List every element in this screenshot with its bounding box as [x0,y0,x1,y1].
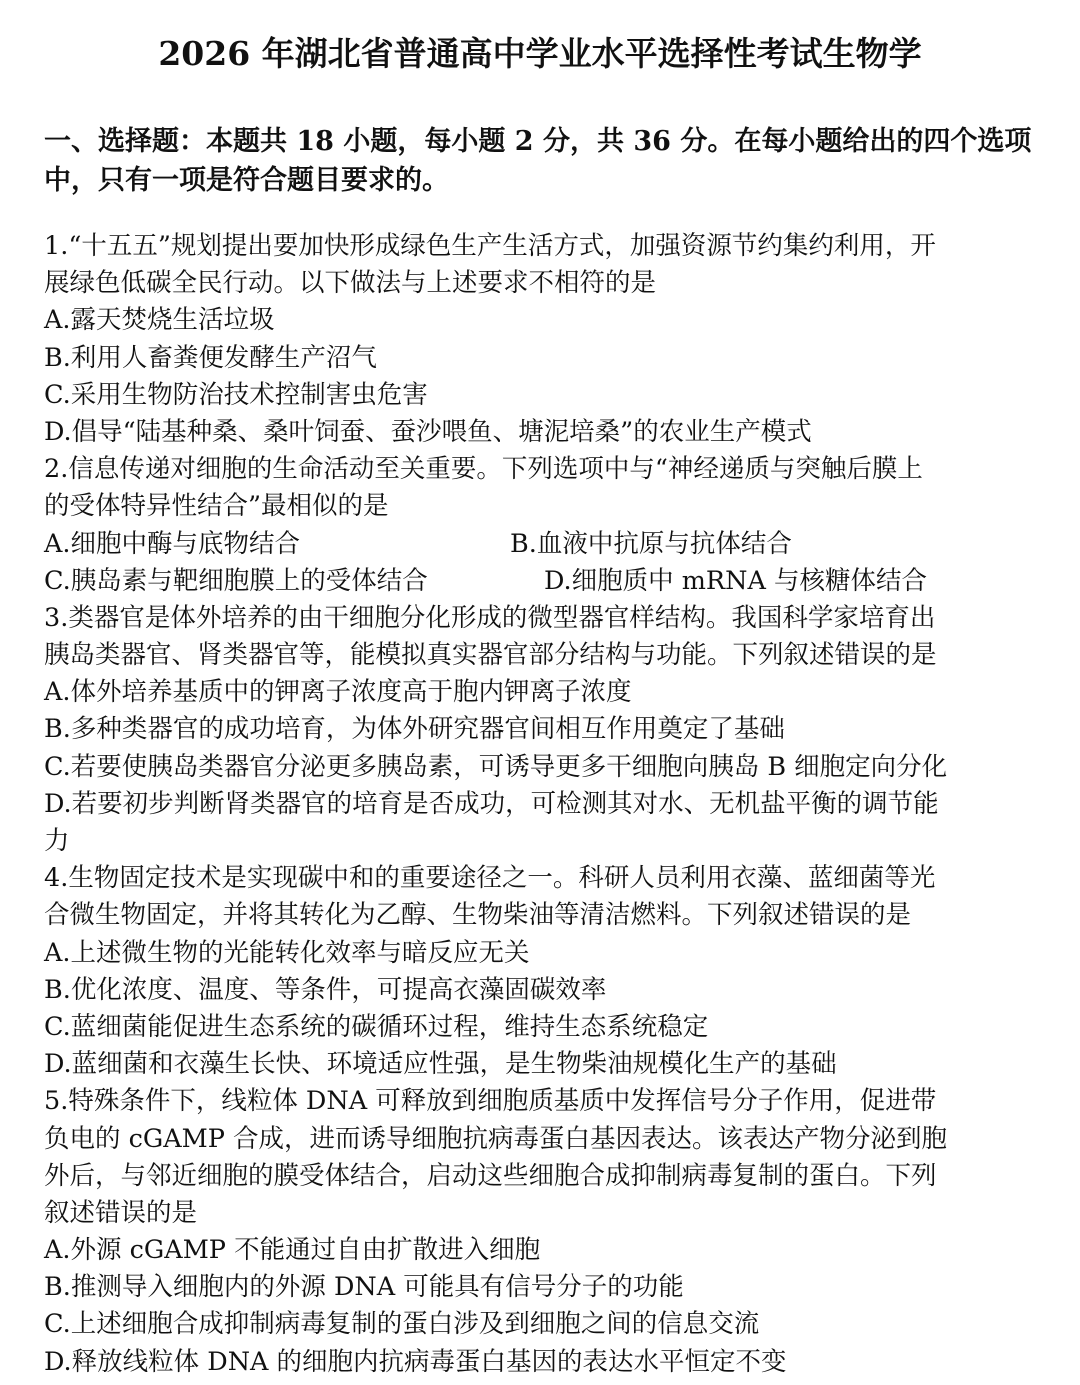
option-b: B.优化浓度、温度、等条件，可提高衣藻固碳效率 [44,974,607,1005]
question-stem-line: 3.类器官是体外培养的由干细胞分化形成的微型器官样结构。我国科学家培育出 [44,602,936,633]
question-stem-line: 2.信息传递对细胞的生命活动至关重要。下列选项中与“神经递质与突触后膜上 [44,454,923,485]
option-d: D.细胞质中 mRNA 与核糖体结合 [544,565,927,596]
section-heading-line: 中，只有一项是符合题目要求的。 [44,165,449,196]
question-stem-line: 1.“十五五”规划提出要加快形成绿色生产生活方式，加强资源节约集约利用，开 [44,231,936,261]
option-d-continued: 力 [44,826,70,856]
option-a: A.细胞中酶与底物结合 [44,528,301,559]
option-c: C.胰岛素与靶细胞膜上的受体结合 [44,565,428,596]
option-b: B.利用人畜粪便发酵生产沼气 [44,342,377,373]
question-3 [44,600,1040,860]
question-stem-line: 外后，与邻近细胞的膜受体结合，启动这些细胞合成抑制病毒复制的蛋白。下列 [44,1160,937,1191]
question-stem-line: 胰岛类器官、肾类器官等，能模拟真实器官部分结构与功能。下列叙述错误的是 [44,640,937,671]
option-b: B.推测导入细胞内的外源 DNA 可能具有信号分子的功能 [44,1272,684,1303]
option-d: D.释放线粒体 DNA 的细胞内抗病毒蛋白基因的表达水平恒定不变 [44,1346,787,1377]
option-b: B.多种类器官的成功培育，为体外研究器官间相互作用奠定了基础 [44,714,785,745]
option-d: D.若要初步判断肾类器官的培育是否成功，可检测其对水、无机盐平衡的调节能 [44,788,939,819]
question-stem-line: 的受体特异性结合”最相似的是 [44,491,389,522]
option-b: B.血液中抗原与抗体结合 [510,528,792,559]
option-d: D.蓝细菌和衣藻生长快、环境适应性强，是生物柴油规模化生产的基础 [44,1049,837,1080]
option-c: C.采用生物防治技术控制害虫危害 [44,379,428,410]
question-4 [44,860,1040,1083]
option-row [44,563,1040,600]
question-stem-line: 负电的 cGAMP 合成，进而诱导细胞抗病毒蛋白基因表达。该表达产物分泌到胞 [44,1123,948,1154]
option-a: A.体外培养基质中的钾离子浓度高于胞内钾离子浓度 [44,677,632,708]
section-heading [44,122,1044,200]
option-row [44,526,1040,563]
question-2 [44,451,1040,600]
option-d: D.倡导“陆基种桑、桑叶饲蚕、蚕沙喂鱼、塘泥培桑”的农业生产模式 [44,416,812,447]
option-a: A.上述微生物的光能转化效率与暗反应无关 [44,937,530,968]
option-c: C.上述细胞合成抑制病毒复制的蛋白涉及到细胞之间的信息交流 [44,1309,760,1340]
page-title: 2026 年湖北省普通高中学业水平选择性考试生物学 [158,34,922,73]
option-a: A.露天焚烧生活垃圾 [44,305,275,336]
question-stem-line: 4.生物固定技术是实现碳中和的重要途径之一。科研人员利用衣藻、蓝细菌等光 [44,863,936,894]
option-c: C.若要使胰岛类器官分泌更多胰岛素，可诱导更多干细胞向胰岛 B 细胞定向分化 [44,751,948,782]
section-heading-line: 一、选择题：本题共 18 小题，每小题 2 分，共 36 分。在每小题给出的四个选项 [44,126,1032,157]
option-a: A.外源 cGAMP 不能通过自由扩散进入细胞 [44,1235,541,1266]
question-list [44,228,1040,1381]
question-stem-line: 叙述错误的是 [44,1197,198,1228]
question-stem-line: 合微生物固定，并将其转化为乙醇、生物柴油等清洁燃料。下列叙述错误的是 [44,900,912,931]
question-5 [44,1083,1040,1381]
question-1 [44,228,1040,451]
question-stem-line: 5.特殊条件下，线粒体 DNA 可释放到细胞质基质中发挥信号分子作用，促进带 [44,1086,937,1117]
question-stem-line: 展绿色低碳全民行动。以下做法与上述要求不相符的是 [44,268,657,299]
option-c: C.蓝细菌能促进生态系统的碳循环过程，维持生态系统稳定 [44,1011,709,1042]
